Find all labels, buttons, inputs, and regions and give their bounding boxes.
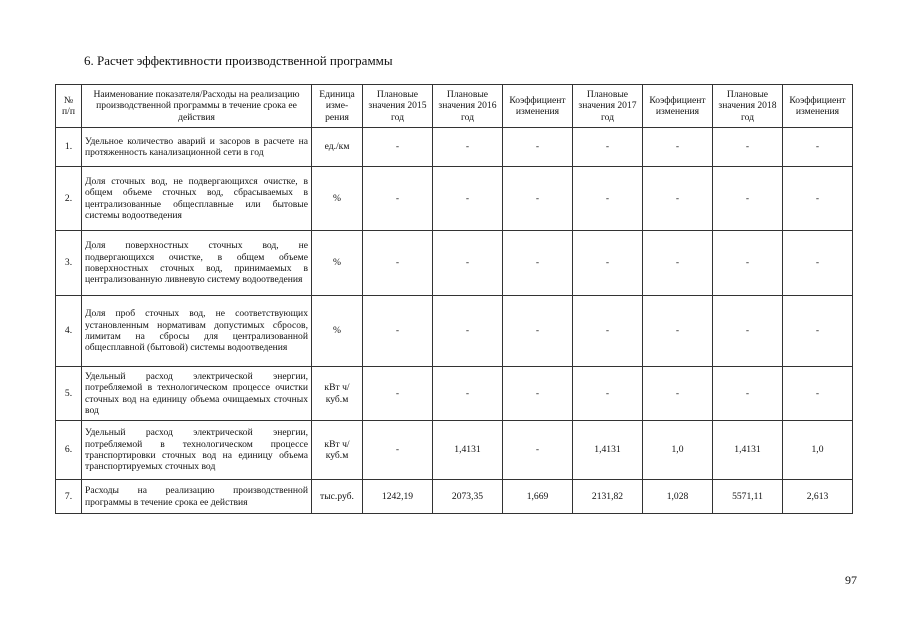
- value-cell: -: [433, 296, 503, 367]
- indicator-name: Доля проб сточных вод, не соответствующих установленным нормативам допустимых сбросов, лимитам на сбросы для централизованной общесплавной (бытовой) системы водоотведения: [82, 296, 312, 367]
- value-cell: -: [573, 367, 643, 421]
- section-title: 6. Расчет эффективности производственной программы: [84, 53, 393, 68]
- indicator-name: Расходы на реализацию производственной программы в течение срока ее действия: [82, 480, 312, 514]
- coefficient-cell: -: [783, 231, 853, 296]
- coefficient-cell: -: [643, 367, 713, 421]
- header-cell: Коэффициент изменения: [643, 85, 713, 128]
- coefficient-cell: -: [643, 296, 713, 367]
- coefficient-cell: -: [783, 367, 853, 421]
- coefficient-cell: -: [643, 167, 713, 231]
- coefficient-cell: -: [503, 421, 573, 480]
- table-row: [56, 480, 853, 514]
- coefficient-cell: -: [503, 296, 573, 367]
- value-cell: -: [363, 128, 433, 167]
- unit-cell: %: [312, 296, 363, 367]
- header-cell: Плановые значения 2015 год: [363, 85, 433, 128]
- value-cell: -: [363, 167, 433, 231]
- indicator-name: Удельный расход электрической энергии, потребляемой в технологическом процессе очистки сточных вод на единицу объема очищаемых сточных вод: [82, 367, 312, 421]
- coefficient-cell: 1,669: [503, 480, 573, 514]
- value-cell: 1,4131: [713, 421, 783, 480]
- value-cell: -: [363, 231, 433, 296]
- row-number: 1.: [56, 128, 82, 167]
- value-cell: -: [573, 128, 643, 167]
- row-number: 2.: [56, 167, 82, 231]
- header-cell: Плановые значения 2017 год: [573, 85, 643, 128]
- header-cell: Наименование показателя/Расходы на реализацию производственной программы в течение срока ее действия: [82, 85, 312, 128]
- header-cell: Плановые значения 2016 год: [433, 85, 503, 128]
- coefficient-cell: 1,0: [783, 421, 853, 480]
- value-cell: 1,4131: [573, 421, 643, 480]
- indicator-name: Доля сточных вод, не подвергающихся очистке, в общем объеме сточных вод, сбрасываемых в централизованные общесплавные или бытовые системы водоотведения: [82, 167, 312, 231]
- coefficient-cell: -: [643, 128, 713, 167]
- unit-cell: кВт ч/куб.м: [312, 421, 363, 480]
- coefficient-cell: -: [783, 128, 853, 167]
- value-cell: -: [713, 367, 783, 421]
- coefficient-cell: -: [783, 296, 853, 367]
- unit-cell: кВт ч/куб.м: [312, 367, 363, 421]
- value-cell: 2131,82: [573, 480, 643, 514]
- header-cell: Единица изме- рения: [312, 85, 363, 128]
- page-number: 97: [845, 573, 857, 587]
- value-cell: -: [573, 231, 643, 296]
- coefficient-cell: -: [503, 231, 573, 296]
- indicator-name: Удельный расход электрической энергии, потребляемой в технологическом процессе транспортировки сточных вод на единицу объема транспортируемых сточных вод: [82, 421, 312, 480]
- value-cell: 5571,11: [713, 480, 783, 514]
- header-cell: № п/п: [56, 85, 82, 128]
- unit-cell: ед./км: [312, 128, 363, 167]
- row-number: 3.: [56, 231, 82, 296]
- value-cell: -: [433, 231, 503, 296]
- value-cell: -: [713, 128, 783, 167]
- table-row: [56, 367, 853, 421]
- value-cell: -: [573, 296, 643, 367]
- value-cell: 1242,19: [363, 480, 433, 514]
- coefficient-cell: -: [503, 128, 573, 167]
- unit-cell: %: [312, 167, 363, 231]
- row-number: 6.: [56, 421, 82, 480]
- value-cell: -: [363, 367, 433, 421]
- value-cell: -: [363, 296, 433, 367]
- table-row: [56, 296, 853, 367]
- value-cell: -: [713, 167, 783, 231]
- table-row: [56, 231, 853, 296]
- value-cell: -: [433, 167, 503, 231]
- value-cell: -: [433, 367, 503, 421]
- coefficient-cell: 1,028: [643, 480, 713, 514]
- value-cell: -: [363, 421, 433, 480]
- table-header-row: [56, 85, 853, 128]
- row-number: 5.: [56, 367, 82, 421]
- coefficient-cell: 1,0: [643, 421, 713, 480]
- header-cell: Плановые значения 2018 год: [713, 85, 783, 128]
- coefficient-cell: -: [783, 167, 853, 231]
- indicator-name: Удельное количество аварий и засоров в расчете на протяженность канализационной сети в год: [82, 128, 312, 167]
- unit-cell: %: [312, 231, 363, 296]
- unit-cell: тыс.руб.: [312, 480, 363, 514]
- value-cell: 2073,35: [433, 480, 503, 514]
- indicator-name: Доля поверхностных сточных вод, не подвергающихся очистке, в общем объеме поверхностных сточных вод, принимаемых в централизованную ливневую систему водоотведения: [82, 231, 312, 296]
- table-row: [56, 167, 853, 231]
- value-cell: -: [573, 167, 643, 231]
- value-cell: -: [433, 128, 503, 167]
- table-row: [56, 421, 853, 480]
- efficiency-table: [55, 84, 853, 514]
- header-cell: Коэффициент изменения: [503, 85, 573, 128]
- table-row: [56, 128, 853, 167]
- row-number: 4.: [56, 296, 82, 367]
- value-cell: -: [713, 231, 783, 296]
- coefficient-cell: -: [643, 231, 713, 296]
- coefficient-cell: -: [503, 167, 573, 231]
- coefficient-cell: -: [503, 367, 573, 421]
- row-number: 7.: [56, 480, 82, 514]
- coefficient-cell: 2,613: [783, 480, 853, 514]
- header-cell: Коэффициент изменения: [783, 85, 853, 128]
- value-cell: 1,4131: [433, 421, 503, 480]
- value-cell: -: [713, 296, 783, 367]
